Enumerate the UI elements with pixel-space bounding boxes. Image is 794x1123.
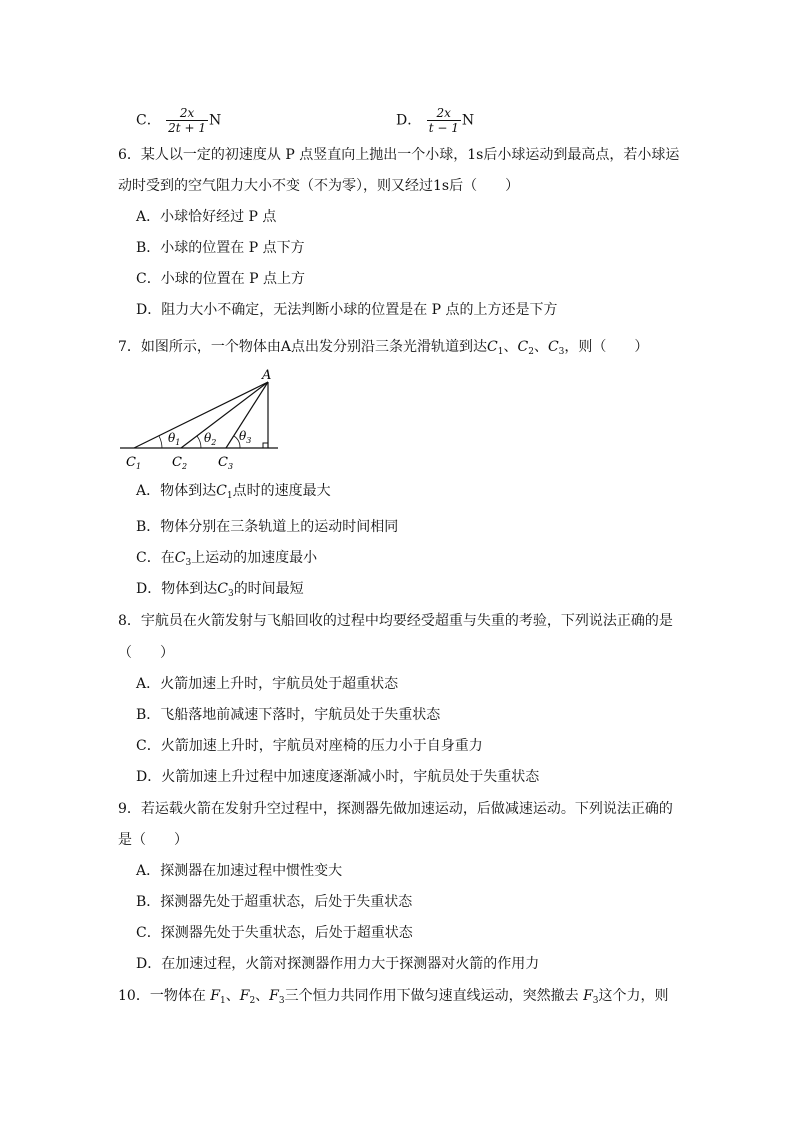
q9-option-c: C．探测器先处于失重状态，后处于超重状态	[136, 925, 413, 941]
c1-sub: 1	[226, 491, 233, 501]
c1-sub: 1	[497, 347, 504, 357]
fraction-numerator: 2x	[436, 106, 451, 120]
q8-option-b: B．飞船落地前减速下落时，宇航员处于失重状态	[136, 707, 441, 723]
option-text: A．物体到达	[136, 483, 217, 499]
q10-text: 这个力，则	[598, 988, 669, 1004]
option-text: D．物体到达	[136, 581, 218, 597]
q9-option-b: B．探测器先处于超重状态，后处于失重状态	[136, 894, 413, 910]
c3-var: C	[217, 581, 228, 597]
c3-var: C	[547, 339, 559, 355]
track-c2	[181, 382, 268, 448]
theta1-label: $\theta_1$	[168, 431, 181, 447]
q6-option-c: C．小球的位置在 P 点上方	[136, 271, 306, 287]
option-text: 点时的速度最大	[232, 483, 331, 499]
q6-stem-line1: 6．某人以一定的初速度从 P 点竖直向上抛出一个小球，1s后小球运动到最高点，若小球运	[118, 147, 680, 163]
option-label: C．	[136, 112, 161, 129]
fraction-denominator: t − 1	[428, 121, 459, 135]
c2-var: C	[517, 339, 529, 355]
fraction-numerator: 2x	[179, 106, 195, 120]
q10-stem	[118, 986, 669, 1011]
q6-option-a: A．小球恰好经过 P 点	[136, 209, 277, 225]
unit: N	[208, 112, 222, 129]
f3-sub: 3	[278, 996, 285, 1006]
f3-var: F	[583, 988, 593, 1004]
q9-stem-line1: 9．若运载火箭在发射升空过程中，探测器先做加速运动，后做减速运动。下列说法正确的	[118, 801, 673, 817]
q6-option-b: B．小球的位置在 P 点下方	[136, 240, 305, 256]
q8-option-d: D．火箭加速上升过程中加速度逐渐减小时，宇航员处于失重状态	[136, 769, 540, 785]
q10-text: 三个恒力共同作用下做匀速直线运动，突然撤去	[284, 988, 584, 1004]
f3-sub: 3	[592, 996, 599, 1006]
q5-option-d	[396, 106, 474, 135]
option-text: C．在	[136, 550, 175, 566]
q9-option-d: D．在加速过程，火箭对探测器作用力大于探测器对火箭的作用力	[136, 956, 540, 972]
theta2-label: $\theta_2$	[204, 431, 217, 447]
q7-option-a	[136, 481, 331, 506]
separator: 、	[225, 988, 240, 1004]
f3-var: F	[269, 988, 279, 1004]
q8-stem-line1: 8．宇航员在火箭发射与飞船回收的过程中均要经受超重与失重的考验，下列说法正确的是	[118, 613, 673, 629]
q6-option-d: D．阻力大小不确定，无法判断小球的位置是在 P 点的上方还是下方	[136, 302, 558, 318]
f1-sub: 1	[219, 996, 226, 1006]
angle-arc-2	[197, 436, 201, 448]
angle-arc-1	[159, 436, 162, 448]
right-angle-mark	[263, 443, 268, 448]
q7-option-c	[136, 548, 317, 573]
q9-option-a: A．探测器在加速过程中惯性变大	[136, 863, 343, 879]
option-label: D．	[396, 112, 422, 129]
incline-diagram	[118, 368, 288, 473]
q7-option-d	[136, 579, 304, 604]
c3-sub: 3	[227, 589, 234, 599]
f1-var: F	[210, 988, 220, 1004]
q7-stem: 7．如图所示，一个物体由A点出发分别沿三条光滑轨道到达$C_1$、$C_2$、$C_3$，则（ ）	[118, 339, 649, 357]
separator: 、	[255, 988, 270, 1004]
unit: N	[461, 112, 475, 129]
fraction-denominator: 2t + 1	[168, 121, 206, 135]
q8-stem-line2: （ ）	[118, 645, 174, 661]
q7-stem-text: 7．如图所示，一个物体由A点出发分别沿三条光滑轨道到达	[118, 339, 488, 355]
c1-var: C	[216, 483, 227, 499]
c3-var: C	[174, 550, 186, 566]
theta3-label: $\theta_3$	[239, 429, 252, 445]
fraction	[166, 106, 208, 135]
c3-label: $C_3$	[218, 455, 234, 471]
c1-var: C	[487, 339, 498, 355]
c1-label: $C_1$	[126, 455, 142, 471]
q6-stem-line2: 动时受到的空气阻力大小不变（不为零），则又经过1s后（ ）	[118, 178, 520, 194]
q7-option-b: B．物体分别在三条轨道上的运动时间相同	[136, 519, 399, 535]
f2-sub: 2	[249, 996, 256, 1006]
fraction	[427, 106, 461, 135]
point-a-label: A	[262, 368, 272, 383]
c2-label: $C_2$	[172, 455, 188, 471]
c3-sub: 3	[558, 347, 565, 357]
option-text: 的时间最短	[233, 581, 304, 597]
c2-sub: 2	[528, 347, 534, 357]
q9-stem-line2: 是（ ）	[118, 832, 188, 848]
q8-option-c: C．火箭加速上升时，宇航员对座椅的压力小于自身重力	[136, 738, 483, 754]
f2-var: F	[239, 988, 250, 1004]
q7-stem-end: ，则（ ）	[564, 339, 649, 355]
option-text: 上运动的加速度最小	[191, 550, 318, 566]
q8-option-a: A．火箭加速上升时，宇航员处于超重状态	[136, 676, 399, 692]
c3-sub: 3	[185, 558, 192, 568]
q10-text: 10．一物体在	[118, 988, 211, 1004]
q5-option-c	[136, 106, 221, 135]
